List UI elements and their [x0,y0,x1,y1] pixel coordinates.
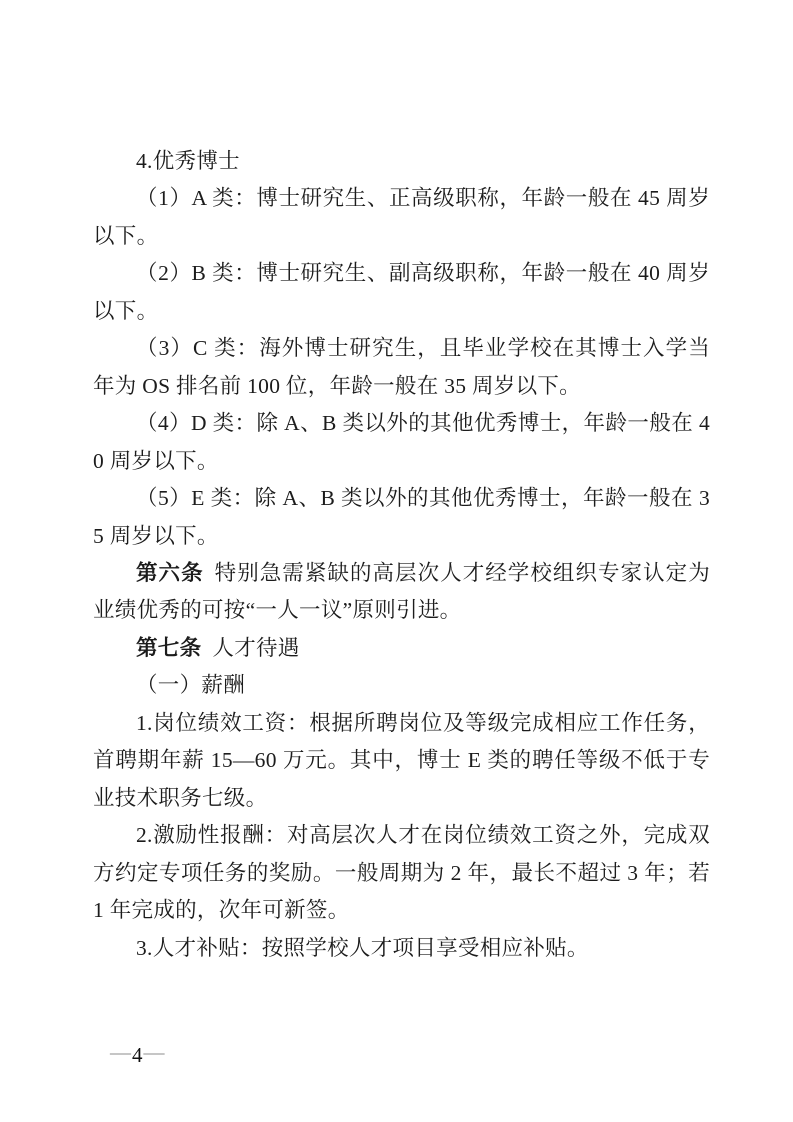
paragraph-section-1-salary [93,667,710,704]
paragraph-text: 1.岗位绩效工资：根据所聘岗位及等级完成相应工作任务，首聘期年薪 15—60 万元。其中，博士 E 类的聘任等级不低于专业技术职务七级。 [93,710,710,810]
paragraph-text: 特别急需紧缺的高层次人才经学校组织专家认定为业绩优秀的可按“一人一议”原则引进。 [93,560,710,623]
paragraph-article-7 [93,630,710,667]
article-6-label: 第六条 [136,560,204,585]
paragraph-article-6 [93,555,710,630]
footer-dash-right: — [143,1040,165,1064]
paragraph-class-e [93,480,710,555]
article-7-label: 第七条 [136,635,202,660]
paragraph-item-4-heading [93,143,710,180]
page-footer [110,1040,165,1070]
paragraph-text: （3）C 类：海外博士研究生，且毕业学校在其博士入学当年为 OS 排名前 100 位，年龄一般在 35 周岁以下。 [93,336,710,398]
paragraph-class-a [93,180,710,255]
paragraph-text: 4.优秀博士 [136,149,240,173]
paragraph-class-d [93,405,710,480]
paragraph-text: 2.激励性报酬：对高层次人才在岗位绩效工资之外，完成双方约定专项任务的奖励。一般周期为 2 年，最长不超过 3 年；若 1 年完成的，次年可新签。 [93,823,710,923]
paragraph-text: （2）B 类：博士研究生、副高级职称，年龄一般在 40 周岁以下。 [93,261,710,323]
paragraph-text: 人才待遇 [212,635,300,660]
paragraph-class-b [93,255,710,330]
paragraph-class-c [93,330,710,405]
paragraph-incentive-pay [93,817,710,929]
paragraph-performance-pay [93,705,710,817]
paragraph-text: （4）D 类：除 A、B 类以外的其他优秀博士，年龄一般在 40 周岁以下。 [93,411,710,473]
page-number: 4 [132,1043,143,1067]
document-body [93,143,710,967]
paragraph-text: （一）薪酬 [136,673,246,698]
paragraph-text: 3.人才补贴：按照学校人才项目享受相应补贴。 [136,935,589,960]
paragraph-text: （1）A 类：博士研究生、正高级职称，年龄一般在 45 周岁以下。 [93,186,710,248]
paragraph-talent-subsidy [93,930,710,967]
footer-dash-left: — [110,1040,131,1064]
paragraph-text: （5）E 类：除 A、B 类以外的其他优秀博士，年龄一般在 35 周岁以下。 [93,486,710,548]
